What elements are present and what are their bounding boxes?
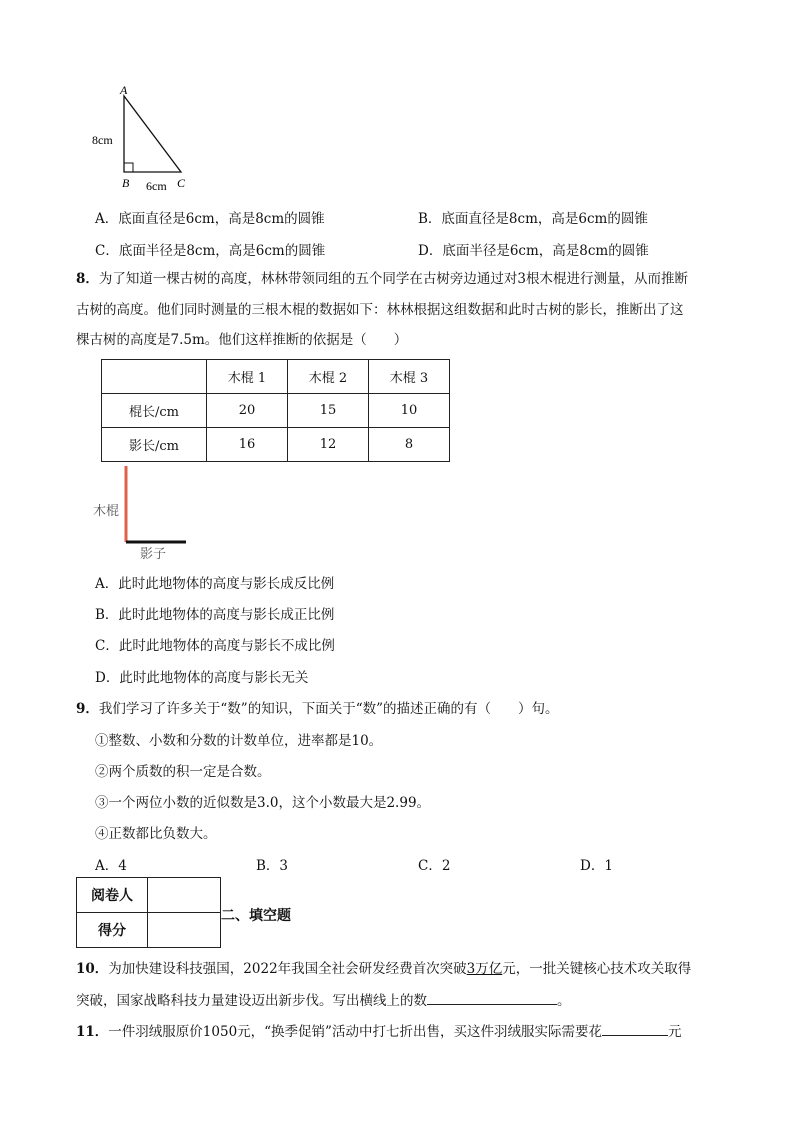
q8-option-b[interactable]: B．此时此地物体的高度与影长成正比例 — [95, 607, 335, 623]
q10-underlined-number: 3万亿 — [466, 961, 503, 977]
score-cell[interactable] — [148, 913, 221, 948]
q11-number: 11． — [76, 1024, 109, 1040]
table-row — [102, 394, 450, 428]
height-label: 8cm — [92, 133, 113, 147]
table-cell: 16 — [207, 428, 288, 462]
table-cell: 8 — [369, 428, 450, 462]
vertex-c-label: C — [177, 176, 186, 190]
score-table — [76, 877, 221, 948]
q10-text-1: 为加快建设科技强国，2022年我国全社会研发经费首次突破 — [108, 961, 467, 977]
reviewer-cell[interactable] — [148, 878, 221, 913]
triangle-abc — [124, 96, 181, 172]
q11-line — [76, 1020, 681, 1040]
q9-stem — [76, 697, 559, 717]
q8-data-table — [101, 359, 450, 462]
right-triangle-figure — [88, 82, 198, 194]
q7-option-a[interactable]: A．底面直径是6cm，高是8cm的圆锥 — [95, 211, 325, 227]
table-cell: 10 — [369, 394, 450, 428]
q7-option-d[interactable]: D．底面半径是6cm，高是8cm的圆锥 — [418, 243, 649, 259]
stick-label: 木棍 — [93, 504, 120, 519]
q9-statement-3: ③一个两位小数的近似数是3.0，这个小数最大是2.99。 — [95, 795, 431, 811]
q8-option-a[interactable]: A．此时此地物体的高度与影长成反比例 — [95, 576, 335, 592]
q9-number: 9． — [76, 701, 99, 717]
table-row — [102, 428, 450, 462]
score-table-row — [77, 913, 221, 948]
reviewer-label: 阅卷人 — [77, 878, 148, 913]
q10-text-3: 突破，国家战略科技力量建设迈出新步伐。写出横线上的数 — [76, 993, 427, 1009]
vertex-b-label: B — [122, 176, 130, 190]
q10-line-1 — [76, 957, 691, 977]
table-cell: 20 — [207, 394, 288, 428]
q9-option-c[interactable]: C．2 — [418, 858, 451, 874]
vertex-a-label: A — [120, 83, 128, 97]
right-angle-mark — [124, 163, 133, 172]
table-row-label: 影长/cm — [102, 428, 207, 462]
table-cell: 15 — [288, 394, 369, 428]
q11-text: 一件羽绒服原价1050元，“换季促销”活动中打七折出售，买这件羽绒服实际需要花 — [108, 1024, 602, 1040]
q10-text-2: 元，一批关键核心技术攻关取得 — [502, 961, 692, 977]
table-header-cell: 木棍 3 — [369, 360, 450, 394]
table-cell: 12 — [288, 428, 369, 462]
q8-stem-text-1: 为了知道一棵古树的高度，林林带领同组的五个同学在古树旁边通过对3根木棍进行测量，从而推断 — [98, 271, 688, 287]
shadow-label: 影子 — [140, 547, 167, 562]
q7-option-b[interactable]: B．底面直径是8cm，高是6cm的圆锥 — [418, 211, 648, 227]
q8-option-c[interactable]: C．此时此地物体的高度与影长不成比例 — [95, 638, 335, 654]
q9-statement-2: ②两个质数的积一定是合数。 — [95, 764, 271, 780]
q9-option-b[interactable]: B．3 — [256, 858, 289, 874]
q10-line-2 — [76, 989, 571, 1009]
table-header-cell: 木棍 1 — [207, 360, 288, 394]
q8-option-d[interactable]: D．此时此地物体的高度与影长无关 — [95, 670, 309, 686]
q8-stem-line-2: 古树的高度。他们同时测量的三根木棍的数据如下：林林根据这组数据和此时古树的影长，推断出了这 — [76, 302, 684, 318]
q11-answer-blank[interactable] — [602, 1021, 668, 1036]
table-header-cell: 木棍 2 — [288, 360, 369, 394]
q9-option-d[interactable]: D．1 — [580, 858, 613, 874]
q9-statement-1: ①整数、小数和分数的计数单位，进率都是10。 — [95, 733, 383, 749]
q8-stem-line-3: 棵古树的高度是7.5m。他们这样推断的依据是（ ） — [76, 332, 408, 348]
stick-shadow-figure — [90, 462, 200, 562]
q10-number: 10． — [76, 961, 109, 977]
table-header-cell — [102, 360, 207, 394]
q10-answer-blank[interactable] — [427, 990, 557, 1005]
q10-text-end: 。 — [557, 993, 571, 1009]
q9-statement-4: ④正数都比负数大。 — [95, 826, 217, 842]
score-label: 得分 — [77, 913, 148, 948]
table-row-label: 棍长/cm — [102, 394, 207, 428]
q11-unit: 元 — [667, 1024, 682, 1040]
q8-number: 8． — [76, 271, 99, 287]
q7-option-c[interactable]: C．底面半径是8cm，高是6cm的圆锥 — [95, 243, 326, 259]
q9-option-a[interactable]: A．4 — [95, 858, 127, 874]
base-label: 6cm — [146, 179, 167, 193]
section-title: 二、填空题 — [221, 908, 291, 924]
q8-stem-line-1 — [76, 264, 744, 294]
q9-stem-text: 我们学习了许多关于“数”的知识，下面关于“数”的描述正确的有（ ）句。 — [98, 701, 559, 717]
table-header-row — [102, 360, 450, 394]
score-table-row — [77, 878, 221, 913]
